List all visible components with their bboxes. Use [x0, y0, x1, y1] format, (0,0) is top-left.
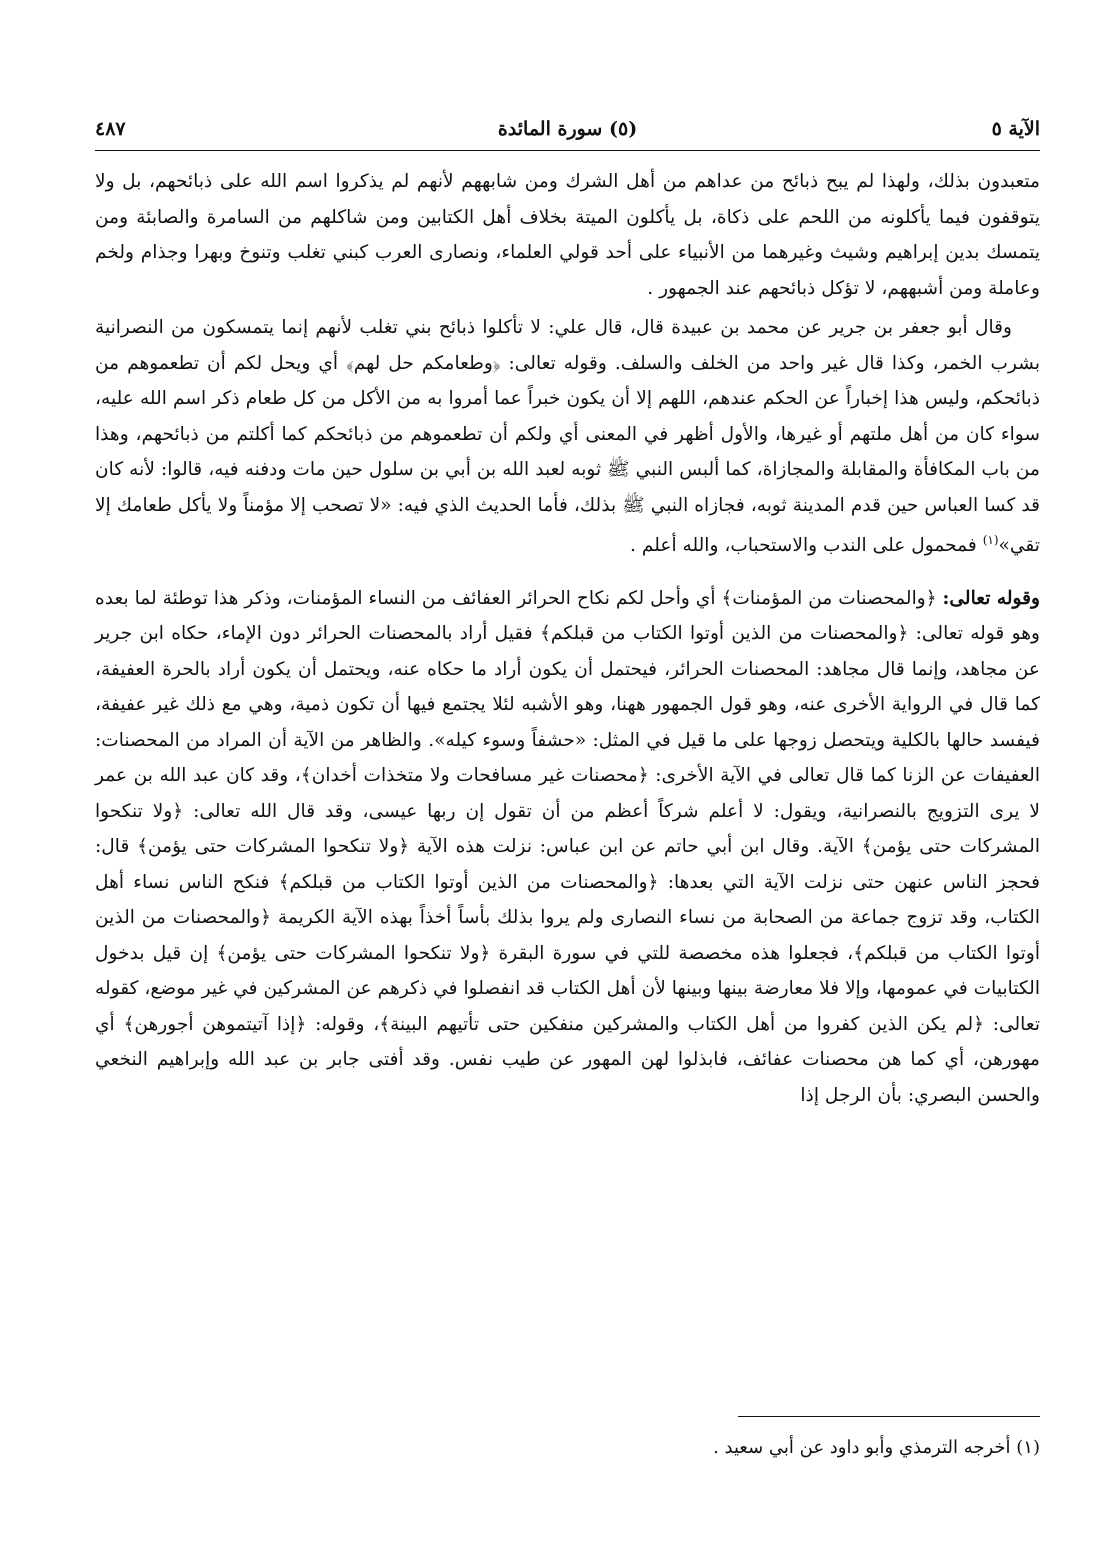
paragraph-3-lead: وقوله تعالى: — [942, 587, 1040, 609]
page-number: ٤٨٧ — [95, 118, 126, 140]
paragraph-2 — [95, 310, 1040, 564]
footnote-number: (١) — [1016, 1437, 1040, 1458]
ayah-label: الآية ٥ — [991, 118, 1040, 140]
paragraph-1: متعبدون بذلك، ولهذا لم يبح ذبائح من عداهم من أهل الشرك ومن شابههم لأنهم لم يذكروا اسم الله على ذبائحهم، بل ولا يتوقفون فيما يأكلونه من اللحم على ذكاة، بل يأكلون الميتة بخلاف أهل الكتابين ومن شاكلهم من السامرة والصابئة ومن يتمسك بدين إبراهيم وشيث وغيرهما من الأنبياء على أحد قولي العلماء، ونصارى العرب كبني تغلب وتنوخ وبهرا وجذام ولخم وعاملة ومن أشبههم، لا تؤكل ذبائحهم عند الجمهور . — [95, 171, 1040, 299]
paragraph-3-text: ﴿والمحصنات من المؤمنات﴾ أي وأحل لكم نكاح الحرائر العفائف من النساء المؤمنات، وذكر هذا توطئة لما بعده وهو قوله تعالى: ﴿والمحصنات من الذين أوتوا الكتاب من قبلكم﴾ فقيل أراد بالمحصنات الحرائر دون الإماء، حكاه ابن جرير عن مجاهد، وإنما قال مجاهد: المحصنات الحرائر، فيحتمل أن يكون أراد ما حكاه عنه، ويحتمل أن يكون أراد بالحرة العفيفة، كما قال في الرواية الأخرى عنه، وهو قول الجمهور ههنا، وهو الأشبه لئلا يجتمع فيها أن تكون ذمية، وهي مع ذلك غير عفيفة، فيفسد حالها بالكلية ويتحصل زوجها على ما قيل في المثل: «حشفاً وسوء كيله». والظاهر من الآية أن المراد من المحصنات: العفيفات عن الزنا كما قال تعالى في الآية الأخرى: ﴿محصنات غير مسافحات ولا متخذات أخدان﴾، وقد كان عبد الله بن عمر لا يرى التزويج بالنصرانية، ويقول: لا أعلم شركاً أعظم من أن تقول إن ربها عيسى، وقد قال الله تعالى: ﴿ولا تنكحوا المشركات حتى يؤمن﴾ الآية. وقال ابن أبي حاتم عن ابن عباس: نزلت هذه الآية ﴿ولا تنكحوا المشركات حتى يؤمن﴾ قال: فحجز الناس عنهن حتى نزلت الآية التي بعدها: ﴿والمحصنات من الذين أوتوا الكتاب من قبلكم﴾ فنكح الناس نساء أهل الكتاب، وقد تزوج جماعة من الصحابة من نساء النصارى ولم يروا بذلك بأساً أخذاً بهذه الآية الكريمة ﴿والمحصنات من الذين أوتوا الكتاب من قبلكم﴾، فجعلوا هذه مخصصة للتي في سورة البقرة ﴿ولا تنكحوا المشركات حتى يؤمن﴾ إن قيل بدخول الكتابيات في عمومها، وإلا فلا معارضة بينها وبينها لأن أهل الكتاب قد انفصلوا في ذكرهم عن المشركين في غير موضع، كقوله تعالى: ﴿لم يكن الذين كفروا من أهل الكتاب والمشركين منفكين حتى تأتيهم البينة﴾، وقوله: ﴿إذا آتيتموهن أجورهن﴾ أي مهورهن، أي كما هن محصنات عفائف، فابذلوا لهن المهور عن طيب نفس. وقد أفتى جابر بن عبد الله وإبراهيم النخعي والحسن البصري: بأن الرجل إذا — [95, 587, 1040, 1106]
surah-title: (٥) سورة المائدة — [497, 118, 638, 140]
footnote-divider — [738, 1416, 1040, 1417]
paragraph-2-text: وقال أبو جعفر بن جرير عن محمد بن عبيدة قال، قال علي: لا تأكلوا ذبائح بني تغلب لأنهم إنما يتمسكون من النصرانية بشرب الخمر، وكذا قال غير واحد من الخلف والسلف. وقوله تعالى: ﴿وطعامكم حل لهم﴾ أي ويحل لكم أن تطعموهم من ذبائحكم، وليس هذا إخباراً عن الحكم عندهم، اللهم إلا أن يكون خبراً عما أمروا به من الأكل من كل طعام ذكر اسم الله عليه، سواء كان من أهل ملتهم أو غيرها، والأول أظهر في المعنى أي ولكم أن تطعموهم من ذبائحكم كما أكلتم من ذبائحهم، وهذا من باب المكافأة والمقابلة والمجازاة، كما ألبس النبي ﷺ ثوبه لعبد الله بن أبي بن سلول حين مات ودفنه فيه، قالوا: لأنه كان قد كسا العباس حين قدم المدينة ثوبه، فجازاه النبي ﷺ بذلك، فأما الحديث الذي فيه: «لا تصحب إلا مؤمناً ولا يأكل طعامك إلا تقي» — [95, 317, 1040, 557]
paragraph-2-end: فمحمول على الندب والاستحباب، والله أعلم . — [630, 535, 983, 557]
book-page — [95, 116, 1040, 1536]
footnote-text: أخرجه الترمذي وأبو داود عن أبي سعيد . — [713, 1437, 1017, 1458]
page-header — [95, 116, 1040, 151]
paragraph-3 — [95, 581, 1040, 1114]
footnote-reference: (١) — [982, 533, 999, 547]
footnote — [95, 1433, 1040, 1463]
